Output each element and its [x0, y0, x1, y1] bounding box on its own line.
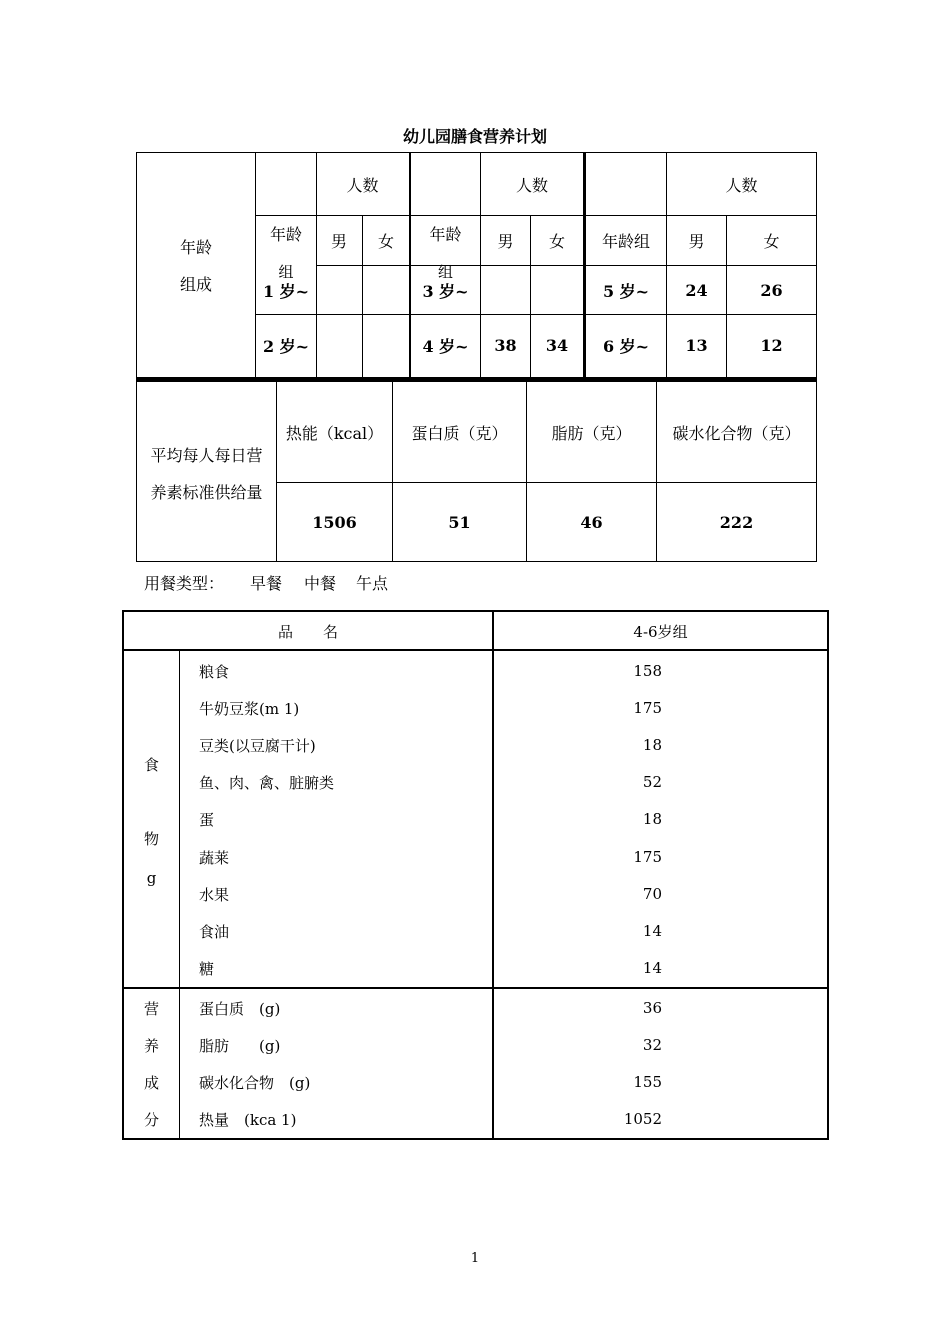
food-value: 158 [633, 662, 662, 680]
food-group-label-1: 食 [143, 755, 159, 774]
age-2: 2 岁~ [262, 336, 310, 356]
header-protein: 蛋白质（克） [411, 423, 508, 443]
meal-breakfast: 早餐 [250, 574, 283, 593]
food-value: 18 [642, 736, 662, 754]
food-name: 蛋 [199, 810, 215, 829]
food-name: 粮食 [199, 662, 230, 681]
nutrient-value: 1052 [623, 1110, 662, 1128]
people-header-1: 人数 [346, 175, 379, 195]
food-value: 52 [642, 773, 662, 791]
age-6-male: 13 [685, 335, 708, 355]
header-item-name: 品 名 [277, 622, 338, 641]
age-composition-label-2: 组成 [179, 274, 212, 294]
age-1: 1 岁~ [262, 281, 310, 301]
value-energy: 1506 [312, 512, 357, 532]
male-header-1: 男 [330, 231, 347, 251]
age-6-female: 12 [760, 335, 783, 355]
food-value: 18 [642, 810, 662, 828]
nutrient-group-label-1: 营 [143, 999, 159, 1018]
male-header-3: 男 [688, 231, 705, 251]
age-1-male [316, 278, 362, 302]
food-name: 水果 [199, 885, 230, 904]
age-4-male: 38 [494, 335, 517, 355]
people-header-3: 人数 [725, 175, 758, 195]
nutrition-label-1: 平均每人每日营 [150, 445, 263, 465]
nutrient-value: 155 [633, 1073, 662, 1091]
age-3: 3 岁~ [422, 281, 469, 301]
food-name: 食油 [199, 922, 230, 941]
food-value: 175 [633, 699, 662, 717]
food-name: 牛奶豆浆(m 1) [199, 699, 300, 718]
meal-lunch: 中餐 [304, 574, 337, 593]
food-name: 蔬莱 [199, 848, 230, 867]
age-group-header-1b: 组 [278, 262, 294, 281]
nutrient-value: 32 [642, 1036, 662, 1054]
nutrient-name: 蛋白质 (g) [199, 999, 281, 1018]
female-header-1: 女 [377, 231, 394, 251]
age-5-female: 26 [760, 280, 783, 300]
page-title: 幼儿园膳食营养计划 [402, 127, 547, 146]
age-6: 6 岁~ [602, 336, 650, 356]
nutrient-name: 碳水化合物 (g) [199, 1073, 311, 1092]
value-carbohydrate: 222 [719, 512, 754, 532]
food-group-label-3: g [146, 869, 157, 887]
age-group-header-3: 年龄组 [601, 231, 650, 251]
nutrient-group-label-4: 分 [143, 1110, 159, 1129]
nutrient-name: 热量 (kca 1) [199, 1110, 297, 1129]
age-group-header-2a: 年龄 [429, 224, 462, 244]
female-header-2: 女 [548, 231, 565, 251]
value-protein: 51 [448, 512, 471, 532]
header-age-group: 4-6岁组 [633, 622, 688, 641]
age-group-header-2b: 组 [437, 262, 453, 281]
food-name: 糖 [199, 959, 215, 978]
age-4-female: 34 [545, 335, 569, 355]
age-5: 5 岁~ [602, 281, 650, 301]
meal-snack: 午点 [356, 574, 389, 593]
header-carbohydrate: 碳水化合物（克） [672, 423, 801, 443]
age-composition-label-1: 年龄 [179, 237, 212, 257]
age-2-male [316, 333, 362, 357]
male-header-2: 男 [497, 231, 514, 251]
page-number: 1 [470, 1251, 480, 1266]
food-value: 70 [642, 885, 662, 903]
age-2-female [363, 333, 409, 357]
food-value: 14 [642, 959, 662, 977]
age-group-header-1a: 年龄 [269, 224, 302, 244]
female-header-3: 女 [763, 231, 780, 251]
age-3-male [481, 278, 530, 302]
food-value: 14 [642, 922, 662, 940]
value-fat: 46 [580, 512, 603, 532]
age-1-female [363, 278, 409, 302]
food-value: 175 [633, 848, 662, 866]
food-group-label-2: 物 [143, 829, 159, 848]
age-5-male: 24 [685, 280, 708, 300]
food-name: 豆类(以豆腐干计) [199, 736, 316, 755]
header-energy: 热能（kcal） [285, 423, 384, 443]
nutrient-value: 36 [642, 999, 662, 1017]
nutrient-name: 脂肪 (g) [199, 1036, 281, 1055]
age-4: 4 岁~ [422, 336, 469, 356]
food-name: 鱼、肉、禽、脏腑类 [199, 773, 335, 792]
people-header-2: 人数 [515, 175, 548, 195]
nutrition-label-2: 养素标准供给量 [150, 482, 263, 502]
meal-type-label: 用餐类型： [144, 574, 225, 593]
nutrient-group-label-2: 养 [143, 1036, 159, 1055]
nutrient-group-label-3: 成 [143, 1073, 159, 1092]
header-fat: 脂肪（克） [551, 423, 632, 443]
age-3-female [531, 278, 583, 302]
